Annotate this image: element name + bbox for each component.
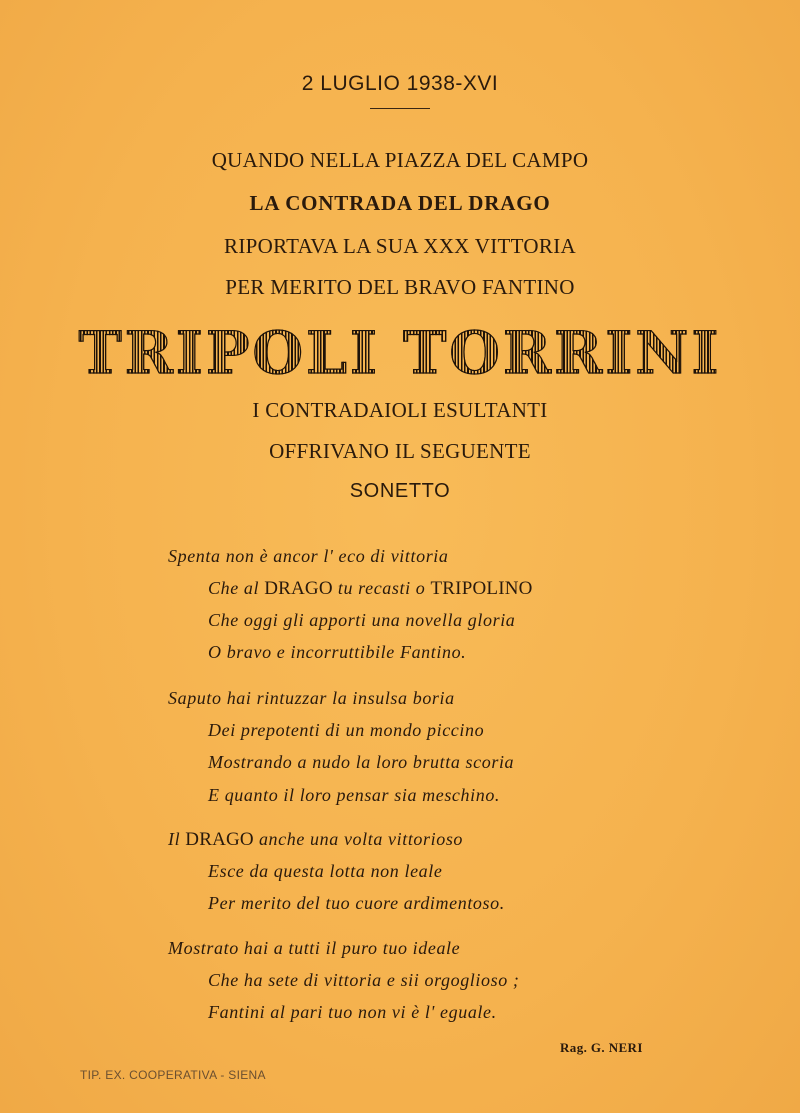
verse-line: Spenta non è ancor l' eco di vittoria [168,546,449,566]
verse-line: Esce da questa lotta non leale [208,861,443,881]
intro-line-4: PER MERITO DEL BRAVO FANTINO [225,275,575,299]
intro-line-1: QUANDO NELLA PIAZZA DEL CAMPO [211,148,589,172]
date-heading: 2 LUGLIO 1938-XVI [301,72,499,95]
verse-line: Mostrando a nudo la loro brutta scoria [208,752,515,772]
honoree-name: TRIPOLI TORRINI [0,318,800,388]
offer-line-1: I CONTRADAIOLI ESULTANTI [252,398,548,422]
verse-line: Che ha sete di vittoria e sii orgoglioso ; [208,970,520,990]
verse-line: Il DRAGO anche una volta vittorioso [168,829,464,850]
verse-line: Per merito del tuo cuore ardimentoso. [208,893,505,913]
dragon-name: DRAGO [185,829,254,850]
divider-rule [370,108,430,109]
verse-line: Saputo hai rintuzzar la insulsa boria [168,688,455,708]
author-signature: Rag. G. NERI [560,1040,643,1055]
verse-line: E quanto il loro pensar sia meschino. [208,785,501,805]
dragon-name: DRAGO [264,578,333,599]
offer-line-2: OFFRIVANO IL SEGUENTE [269,439,531,463]
verse-line: Mostrato hai a tutti il puro tuo ideale [168,938,461,958]
verse-line: Fantini al pari tuo non vi è l' eguale. [208,1002,497,1022]
poem-title: SONETTO [349,480,451,502]
verse-line: Che oggi gli apporti una novella gloria [208,610,516,630]
verse-line: Che al DRAGO tu recasti o TRIPOLINO [208,578,533,599]
printer-credit: TIP. EX. COOPERATIVA - SIENA [80,1068,266,1082]
jockey-nickname: TRIPOLINO [430,578,533,599]
verse-line: O bravo e incorruttibile Fantino. [208,642,467,662]
intro-line-2: LA CONTRADA DEL DRAGO [249,191,551,215]
verse-line: Dei prepotenti di un mondo piccino [208,720,485,740]
intro-line-3: RIPORTAVA LA SUA XXX VITTORIA [224,234,576,258]
